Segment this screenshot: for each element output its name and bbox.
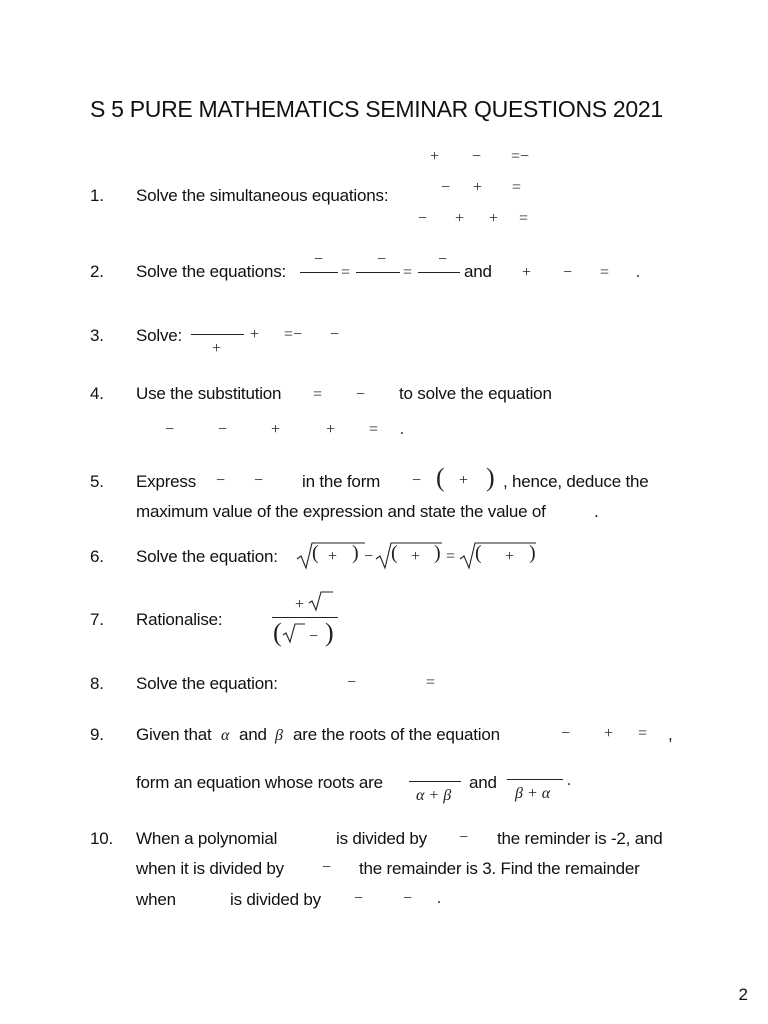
- math-symbol: −: [412, 472, 422, 489]
- math-symbol: −: [418, 210, 428, 227]
- math-symbol: =: [403, 264, 413, 281]
- math-symbol: −: [403, 890, 413, 907]
- question-number: 7.: [90, 610, 104, 629]
- fraction-bar: [300, 272, 338, 273]
- question-9: [90, 725, 730, 755]
- question-text: form an equation whose roots are: [136, 773, 383, 792]
- alpha-symbol: α: [221, 727, 230, 744]
- question-number: 6.: [90, 547, 104, 566]
- left-parenthesis: (: [391, 542, 398, 564]
- math-symbol: =−: [284, 326, 303, 343]
- question-text: Express: [136, 472, 197, 491]
- math-symbol: −: [309, 628, 319, 645]
- question-text: Solve the equation:: [136, 674, 278, 693]
- question-1: [90, 186, 730, 216]
- square-root-symbol: [309, 590, 335, 614]
- math-symbol: =: [341, 264, 351, 281]
- question-text: Use the substitution: [136, 384, 282, 403]
- question-10-line-2: [90, 859, 730, 889]
- question-9-continued: [90, 773, 730, 803]
- math-symbol: −: [364, 548, 374, 565]
- math-symbol: −: [563, 264, 573, 281]
- math-symbol: ,: [668, 725, 673, 744]
- left-parenthesis: (: [273, 618, 282, 647]
- right-parenthesis: ): [325, 618, 334, 647]
- question-10: [90, 829, 730, 859]
- square-root-symbol: [460, 541, 540, 571]
- math-symbol: −: [459, 829, 469, 846]
- math-symbol: −: [165, 421, 175, 438]
- math-symbol: +: [459, 472, 469, 489]
- conjunction-text: and: [469, 773, 497, 792]
- fraction-bar: [191, 334, 244, 335]
- math-symbol: +: [505, 548, 515, 565]
- fraction-bar: [356, 272, 400, 273]
- question-text: in the form: [302, 472, 381, 491]
- math-symbol: .: [594, 502, 599, 521]
- math-symbol: +: [271, 421, 281, 438]
- right-parenthesis: ): [486, 463, 495, 492]
- math-symbol: +: [212, 340, 222, 357]
- math-symbol: −: [347, 674, 357, 691]
- question-number: 3.: [90, 326, 104, 345]
- math-symbol: =: [638, 725, 648, 742]
- math-symbol: +: [326, 421, 336, 438]
- question-text: the remainder is 3. Find the remainder: [359, 859, 640, 878]
- question-text: , hence, deduce the: [503, 472, 649, 491]
- question-text: Solve the simultaneous equations:: [136, 186, 389, 205]
- question-4: [90, 384, 730, 414]
- math-symbol: −: [561, 725, 571, 742]
- question-text: When a polynomial: [136, 829, 278, 848]
- conjunction-text: and: [239, 725, 267, 744]
- math-symbol: −: [254, 472, 264, 489]
- math-symbol: −: [472, 148, 482, 165]
- math-symbol: −: [314, 251, 324, 268]
- question-text: Solve:: [136, 326, 183, 345]
- question-text: Given that: [136, 725, 212, 744]
- question-text: are the roots of the equation: [293, 725, 500, 744]
- page-number: 2: [738, 985, 748, 1004]
- question-number: 4.: [90, 384, 104, 403]
- page-title: S 5 PURE MATHEMATICS SEMINAR QUESTIONS 2021: [90, 96, 663, 122]
- fraction-bar: [507, 779, 563, 780]
- right-parenthesis: ): [352, 542, 359, 564]
- math-symbol: −: [438, 251, 448, 268]
- math-symbol: =−: [511, 148, 530, 165]
- question-number: 5.: [90, 472, 104, 491]
- math-symbol: +: [604, 725, 614, 742]
- math-symbol: +: [522, 264, 532, 281]
- math-symbol: +: [328, 548, 338, 565]
- question-5-continued: [90, 502, 730, 532]
- math-symbol: +: [250, 326, 260, 343]
- math-symbol: .: [437, 890, 441, 907]
- math-symbol: =: [369, 421, 379, 438]
- math-symbol: −: [356, 386, 366, 403]
- math-symbol: =: [519, 210, 529, 227]
- math-symbol: +: [489, 210, 499, 227]
- question-number: 2.: [90, 262, 104, 281]
- question-text: maximum value of the expression and state the value of: [136, 502, 546, 521]
- math-expression: β + α: [515, 785, 551, 802]
- question-text: when: [136, 890, 176, 909]
- question-text: to solve the equation: [399, 384, 552, 403]
- question-5: [90, 472, 730, 502]
- math-symbol: +: [473, 179, 483, 196]
- math-symbol: .: [636, 264, 640, 281]
- math-symbol: +: [295, 596, 305, 613]
- math-symbol: =: [512, 179, 522, 196]
- question-text: is divided by: [230, 890, 321, 909]
- left-parenthesis: (: [312, 542, 319, 564]
- math-symbol: +: [455, 210, 465, 227]
- math-symbol: −: [216, 472, 226, 489]
- right-parenthesis: ): [434, 542, 441, 564]
- math-symbol: −: [377, 251, 387, 268]
- question-number: 9.: [90, 725, 104, 744]
- left-parenthesis: (: [436, 463, 445, 492]
- question-text: is divided by: [336, 829, 427, 848]
- fraction-bar: [409, 781, 461, 782]
- math-expression: α + β: [416, 787, 452, 804]
- conjunction-text: and: [464, 262, 492, 281]
- math-symbol: =: [426, 674, 436, 691]
- left-parenthesis: (: [475, 542, 482, 564]
- math-symbol: .: [567, 772, 571, 789]
- math-symbol: .: [400, 421, 404, 438]
- right-parenthesis: ): [529, 542, 536, 564]
- math-symbol: −: [218, 421, 228, 438]
- math-symbol: +: [430, 148, 440, 165]
- question-number: 10.: [90, 829, 114, 848]
- question-number: 8.: [90, 674, 104, 693]
- math-symbol: −: [354, 890, 364, 907]
- question-number: 1.: [90, 186, 104, 205]
- question-3: [90, 326, 730, 356]
- math-symbol: +: [411, 548, 421, 565]
- question-text: the reminder is -2, and: [497, 829, 663, 848]
- question-7: [90, 610, 730, 640]
- math-symbol: =: [600, 264, 610, 281]
- square-root-symbol: [283, 622, 309, 646]
- math-symbol: −: [441, 179, 451, 196]
- question-text: Rationalise:: [136, 610, 223, 629]
- fraction-bar: [418, 272, 460, 273]
- math-symbol: −: [322, 859, 332, 876]
- question-text: Solve the equation:: [136, 547, 278, 566]
- math-symbol: −: [330, 326, 340, 343]
- question-text: Solve the equations:: [136, 262, 287, 281]
- beta-symbol: β: [275, 727, 283, 744]
- math-symbol: =: [446, 548, 456, 565]
- question-text: when it is divided by: [136, 859, 284, 878]
- question-8: [90, 674, 730, 704]
- math-symbol: =: [313, 386, 323, 403]
